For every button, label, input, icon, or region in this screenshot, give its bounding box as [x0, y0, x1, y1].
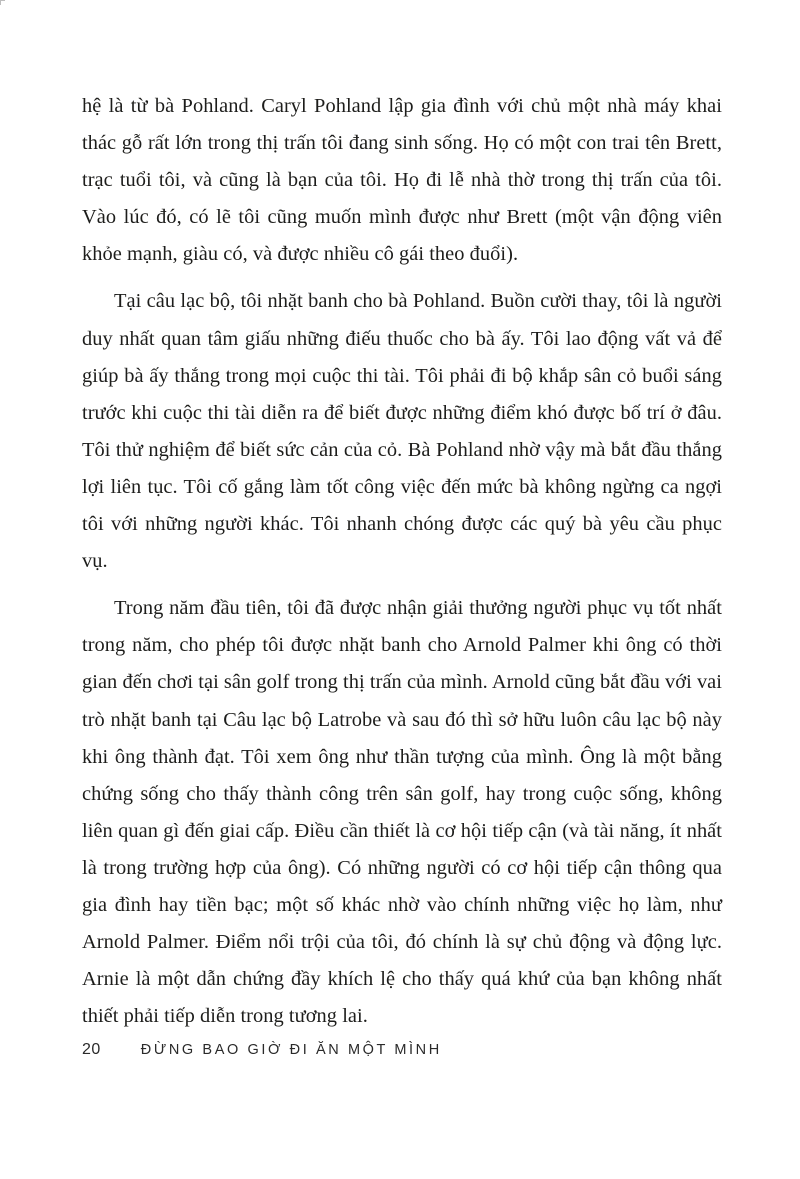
- paragraph-continued: hệ là từ bà Pohland. Caryl Pohland lập gia đình với chủ một nhà máy khai thác gỗ rất lớn trong thị trấn tôi đang sinh sống. Họ có một con trai tên Brett, trạc tuổi tôi, và cũng là bạn của tôi. Họ đi lễ nhà thờ trong thị trấn của tôi. Vào lúc đó, có lẽ tôi cũng muốn mình được như Brett (một vận động viên khỏe mạnh, giàu có, và được nhiều cô gái theo đuổi).: [82, 95, 722, 266]
- body-text: [82, 88, 722, 1035]
- paragraph: Tại câu lạc bộ, tôi nhặt banh cho bà Pohland. Buồn cười thay, tôi là người duy nhất quan tâm giấu những điếu thuốc cho bà ấy. Tôi lao động vất vả để giúp bà ấy thắng trong mọi cuộc thi tài. Tôi phải đi bộ khắp sân cỏ buổi sáng trước khi cuộc thi tài diễn ra để biết được những điểm khó được bố trí ở đâu. Tôi thử nghiệm để biết sức cản của cỏ. Bà Pohland nhờ vậy mà bắt đầu thắng lợi liên tục. Tôi cố gắng làm tốt công việc đến mức bà không ngừng ca ngợi tôi với những người khác. Tôi nhanh chóng được các quý bà yêu cầu phục vụ.: [82, 290, 722, 573]
- page-footer: [82, 1041, 442, 1065]
- paragraph: Trong năm đầu tiên, tôi đã được nhận giải thưởng người phục vụ tốt nhất trong năm, cho phép tôi được nhặt banh cho Arnold Palmer khi ông có thời gian đến chơi tại sân golf trong thị trấn của mình. Arnold cũng bắt đầu với vai trò nhặt banh tại Câu lạc bộ Latrobe và sau đó thì sở hữu luôn câu lạc bộ này khi ông thành đạt. Tôi xem ông như thần tượng của mình. Ông là một bằng chứng sống cho thấy thành công trên sân golf, hay trong cuộc sống, không liên quan gì đến giai cấp. Điều cần thiết là cơ hội tiếp cận (và tài năng, ít nhất là trong trường hợp của ông). Có những người có cơ hội tiếp cận thông qua gia đình hay tiền bạc; một số khác nhờ vào chính những việc họ làm, như Arnold Palmer. Điểm nổi trội của tôi, đó chính là sự chủ động và động lực. Arnie là một dẫn chứng đầy khích lệ cho thấy quá khứ của bạn không nhất thiết phải tiếp diễn trong tương lai.: [82, 597, 722, 1028]
- running-title: ĐỪNG BAO GIỜ ĐI ĂN MỘT MÌNH: [140, 1042, 442, 1058]
- crop-mark: [0, 0, 5, 5]
- page-number: 20: [82, 1041, 101, 1058]
